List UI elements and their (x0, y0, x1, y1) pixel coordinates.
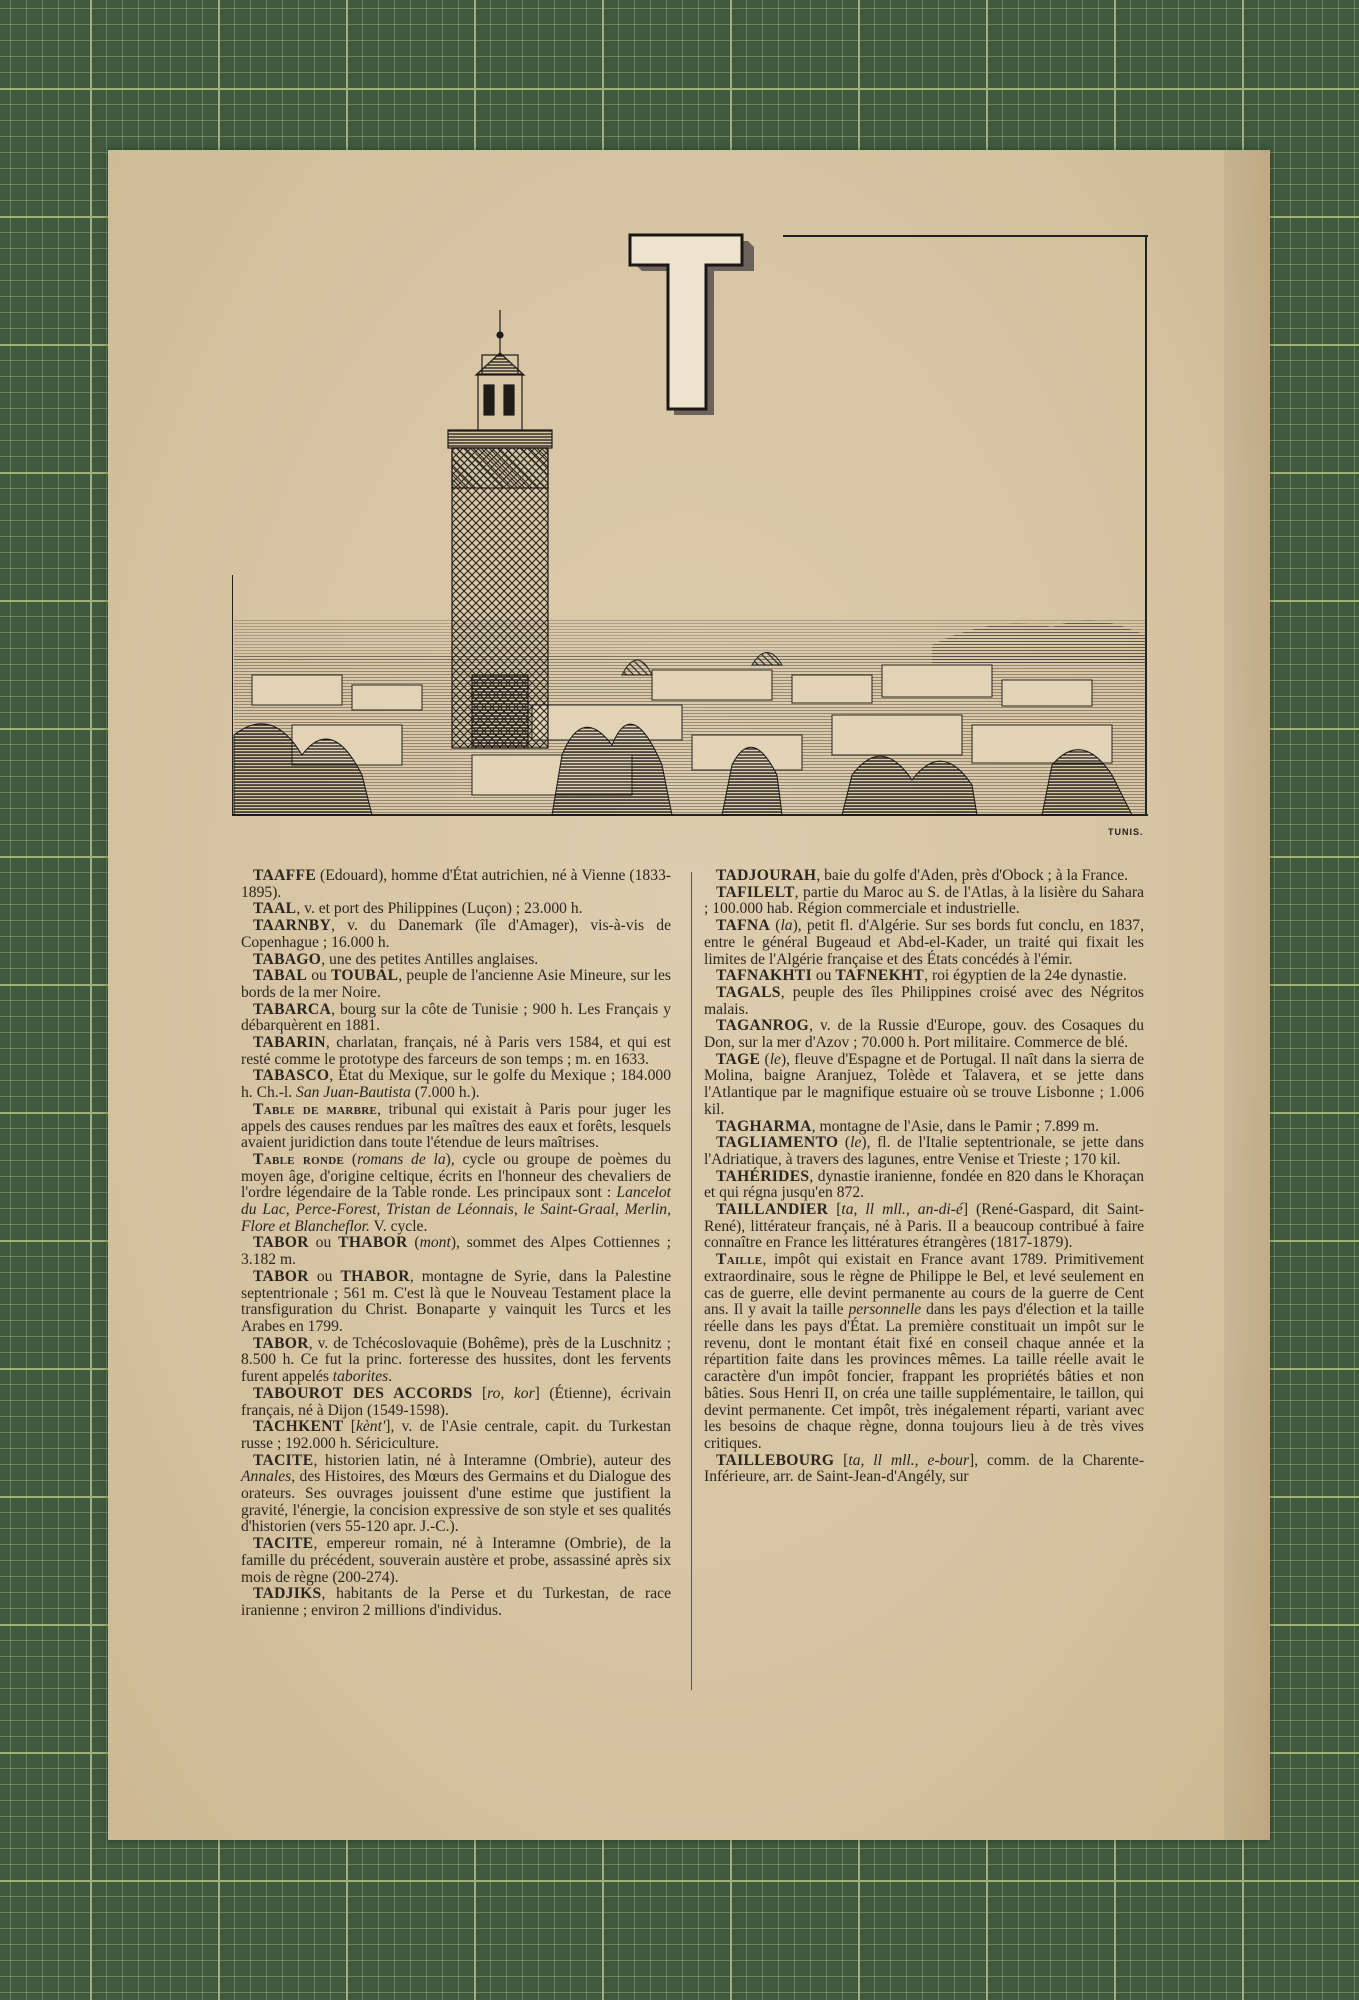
entry-text: ( (838, 1134, 851, 1152)
entry-text: ou (308, 1267, 341, 1285)
left-column (241, 868, 671, 1620)
entry-text: , baie du golfe d'Aden, près d'Obock ; à la France. (816, 867, 1129, 884)
dictionary-entry (704, 1135, 1144, 1168)
dictionary-entry (704, 1119, 1144, 1136)
dictionary-entry (241, 901, 671, 918)
entry-headword: TAGANROG (716, 1017, 810, 1035)
dictionary-entry (704, 1453, 1144, 1486)
entry-headword: TAHÉRIDES (716, 1167, 810, 1185)
entry-text: , v. de la Russie d'Europe, gouv. des Cosaques du Don, sur la mer d'Azov ; 70.000 h. Port militaire. Commerce de blé. (704, 1017, 1144, 1052)
entry-headword: TAFNA (716, 917, 771, 935)
entry-text: , État du Mexique, sur le golfe du Mexique ; 184.000 h. Ch.-l. (241, 1067, 671, 1102)
entry-text: , tribunal qui existait à Paris pour juger les appels des causes rendues par les maîtres des eaux et forêts, lesquels avaient juridiction dans toute l'étendue de leurs maîtrises. (241, 1100, 671, 1152)
dictionary-entry (704, 1018, 1144, 1051)
entry-headword: TABOR (253, 1267, 309, 1285)
entry-italic: la (780, 917, 793, 935)
entry-text: dans les pays d'élection et la taille réelle dans les pays d'État. La première constituait un impôt sur le revenu, dont le montant était fixé en conseil chaque année et la répartition faite dans les provinces mêmes. La taille réelle avait le caractère d'un impôt foncier, frappant les propriétés bâties et non bâties. Sous Henri II, on créa une taille supplémentaire, le taillon, qui devint permanente. Cet impôt, très inégalement réparti, variant avec les besoins de chaque règne, donna toujours lieu à de très vives critiques. (704, 1301, 1144, 1452)
entry-italic: le (769, 1050, 781, 1068)
dictionary-entry (241, 918, 671, 951)
entry-text: , charlatan, français, né à Paris vers 1584, et qui est resté comme le prototype des farceurs de son temps ; m. en 1633. (241, 1034, 671, 1068)
dictionary-entry (704, 1169, 1144, 1202)
entry-italic: kènt' (355, 1418, 386, 1436)
entry-text: ( (407, 1234, 420, 1252)
entry-text: ], comm. de la Charente-Inférieure, arr. de Saint-Jean-d'Angély, sur (704, 1451, 1145, 1486)
entry-headword: TAAL (253, 900, 297, 918)
dictionary-entry (241, 1235, 671, 1268)
dictionary-entry (704, 885, 1144, 918)
entry-text: ), cycle ou groupe de poèmes du moyen âge, d'origine celtique, écrits en l'honneur des chevaliers de l'ordre légendaire de la Table ronde. Les principaux sont : (241, 1150, 672, 1202)
dictionary-entry (241, 952, 671, 969)
entry-headword: TAGALS (716, 983, 781, 1001)
right-column (704, 868, 1144, 1486)
dictionary-entry (241, 1152, 671, 1236)
dictionary-entry (241, 1386, 671, 1419)
entry-headword: TAFNAKHTI (716, 967, 812, 985)
entry-text: ), fl. de l'Italie septentrionale, se jette dans l'Adriatique, à travers des lagunes, entre Venise et Trieste ; 170 kil. (704, 1134, 1144, 1168)
illustration-caption: TUNIS. (1108, 827, 1144, 837)
dictionary-entry (241, 1269, 671, 1336)
entry-text: ), fleuve d'Espagne et de Portugal. Il naît dans la sierra de Molina, baigne Aranjuez, Tolède et Talavera, et se jette dans l'Atlantique par le magnifique estuaire où se trouve Lisbonne ; 1.006 kil. (704, 1050, 1144, 1118)
entry-headword: Table de marbre (253, 1100, 378, 1118)
entry-text: . (388, 1368, 393, 1386)
dictionary-entry (241, 1536, 671, 1586)
page-edge-shadow (1224, 150, 1270, 1840)
entry-headword: TABAL (253, 967, 308, 985)
entry-headword: TAFNEKHT (835, 967, 925, 985)
dictionary-entry (241, 1453, 671, 1537)
dictionary-entry (241, 1002, 671, 1035)
entry-italic: Annales (241, 1468, 292, 1486)
entry-italic: mont (419, 1234, 451, 1252)
entry-text: , montagne de Syrie, dans la Palestine septentrionale ; 561 m. C'est là que le Nouveau Testament place la transfiguration du Christ. Bonaparte y vainquit les Turcs et les Arabes en 1799. (241, 1267, 672, 1335)
entry-text: ] (René-Gaspard, dit Saint-René), littérateur français, né à Paris. Il a beaucoup contribué à faire connaître en France les littératures étrangères (1817-1879). (704, 1201, 1144, 1252)
dictionary-entry (704, 1052, 1144, 1119)
entry-italic: ta, ll mll., an-di-é (841, 1201, 963, 1219)
dictionary-entry (704, 985, 1144, 1018)
entry-text: V. cycle. (369, 1217, 428, 1235)
entry-text: ), sommet des Alpes Cottiennes ; 3.182 m. (241, 1234, 672, 1269)
entry-text: , impôt qui existait en France avant 1789. Primitivement extraordinaire, sous le règne de Philippe le Bel, et levé seulement en cas de guerre, elle devint permanente au cours de la guerre de Cent ans. Il y avait la taille (704, 1251, 1144, 1319)
column-divider (691, 872, 692, 1690)
entry-text: , v. et port des Philippines (Luçon) ; 23.000 h. (296, 900, 583, 918)
entry-text: , v. de Tchécoslovaquie (Bohême), près de la Luschnitz ; 8.500 h. Ce fut la princ. forteresse des hussites, dont les fervents furent appelés (241, 1334, 671, 1386)
dictionary-entry (241, 1586, 671, 1619)
entry-headword: TABASCO (253, 1067, 330, 1085)
entry-headword: Table ronde (253, 1150, 345, 1168)
entry-headword: TABARCA (253, 1000, 332, 1018)
entry-text: ( (770, 917, 781, 935)
entry-headword: TAGLIAMENTO (716, 1134, 839, 1152)
entry-text: , v. du Danemark (île d'Amager), vis-à-vis de Copenhague ; 16.000 h. (241, 917, 671, 951)
entry-headword: Taille (716, 1251, 763, 1269)
entry-italic: ro, kor (487, 1384, 535, 1402)
entry-headword: THABOR (338, 1234, 408, 1252)
entry-headword: TADJIKS (253, 1585, 322, 1603)
entry-text: , montagne de l'Asie, dans le Pamir ; 7.899 m. (811, 1117, 1100, 1135)
entry-italic: Lancelot du Lac, Perce-Forest, Tristan de Léonnais, le Saint-Graal, Merlin, Flore et Blancheflor. (241, 1184, 671, 1235)
dictionary-entry (241, 1419, 671, 1452)
dictionary-entry (704, 1202, 1144, 1252)
entry-text: , roi égyptien de la 24e dynastie. (924, 967, 1127, 985)
entry-text: [ (343, 1418, 356, 1436)
entry-text: ( (344, 1150, 358, 1168)
dictionary-page (108, 150, 1270, 1840)
entry-text: (7.000 h.). (410, 1084, 480, 1102)
entry-headword: TADJOURAH (716, 867, 817, 884)
entry-text: [ (472, 1384, 488, 1402)
entry-text: [ (834, 1451, 849, 1469)
entry-text: ), petit fl. d'Algérie. Sur ses bords fut conclu, en 1837, entre le général Bugeaud et Abd-el-Kader, un traité qui fixait les limites de l'Algérie française et des États concédés à l'émir. (704, 917, 1144, 968)
entry-italic: San Juan-Bautista (296, 1084, 411, 1102)
entry-italic: ta, ll mll., e-bour (848, 1451, 970, 1469)
entry-headword: TABOR (253, 1334, 309, 1352)
entry-headword: TAILLEBOURG (716, 1451, 835, 1469)
entry-headword: TAAFFE (253, 867, 317, 884)
entry-text: ou (308, 1234, 339, 1252)
entry-text: , historien latin, né à Interamne (Ombrie), auteur des (313, 1451, 671, 1469)
entry-text: [ (828, 1201, 842, 1219)
drop-letter-text: T (686, 353, 687, 354)
entry-headword: TAGE (716, 1050, 761, 1068)
dictionary-entry (241, 1068, 671, 1101)
entry-italic: le (850, 1134, 862, 1152)
entry-headword: TAGHARMA (716, 1117, 812, 1135)
dictionary-entry (241, 968, 671, 1001)
entry-text: , partie du Maroc au S. de l'Atlas, à la lisière du Sahara ; 100.000 hab. Région commerciale et industrielle. (704, 883, 1144, 918)
entry-text: , bourg sur la côte de Tunisie ; 900 h. Les Français y débarquèrent en 1881. (241, 1000, 671, 1035)
dictionary-entry (704, 968, 1144, 985)
entry-headword: THABOR (340, 1267, 410, 1285)
entry-text: , habitants de la Perse et du Turkestan, de race iranienne ; environ 2 millions d'individus. (241, 1585, 671, 1619)
drop-letter-T (626, 233, 756, 418)
entry-text: , peuple de l'ancienne Asie Mineure, sur les bords de la mer Noire. (241, 967, 671, 1001)
entry-text: ], v. de l'Asie centrale, capit. du Turkestan russe ; 192.000 h. Sériciculture. (241, 1418, 671, 1452)
dictionary-entry (704, 918, 1144, 968)
entry-headword: TACHKENT (253, 1418, 344, 1436)
entry-italic: taborites (332, 1368, 389, 1386)
entry-headword: TABARIN (253, 1034, 326, 1052)
illustration-top-border (783, 235, 1148, 237)
entry-text: , une des petites Antilles anglaises. (321, 950, 539, 968)
entry-italic: personnelle (848, 1301, 922, 1319)
entry-headword: TOUBAL (330, 967, 399, 985)
dictionary-entry (241, 1102, 671, 1152)
dictionary-entry (704, 1252, 1144, 1452)
entry-text: ou (811, 967, 836, 985)
entry-text: , empereur romain, né à Interamne (Ombrie), de la famille du précédent, souverain austère et probe, assassiné après six mois de règne (200-274). (241, 1535, 671, 1586)
entry-headword: TAILLANDIER (716, 1201, 829, 1219)
dictionary-entry (241, 1035, 671, 1068)
entry-headword: TACITE (253, 1451, 314, 1469)
entry-text: ] (Étienne), écrivain français, né à Dijon (1549-1598). (241, 1384, 672, 1419)
entry-headword: TABOUROT DES ACCORDS (253, 1384, 473, 1402)
entry-headword: TACITE (253, 1535, 314, 1553)
entry-headword: TABOR (253, 1234, 309, 1252)
entry-text: , dynastie iranienne, fondée en 820 dans le Khoraçan et qui régna jusqu'en 872. (704, 1167, 1144, 1202)
dictionary-entry (241, 1336, 671, 1386)
dictionary-entry (241, 868, 671, 901)
entry-headword: TABAGO (253, 950, 322, 968)
entry-text: ou (307, 967, 331, 985)
entry-headword: TAFILELT (716, 883, 795, 901)
entry-headword: TAARNBY (253, 917, 332, 935)
entry-text: , des Histoires, des Mœurs des Germains et du Dialogue des orateurs. Ses ouvrages jouissent d'une estime que justifient la gravité, l'énergie, la concision expressive de son style et ses qualités d'historien (vers 55-120 apr. J.-C.). (241, 1468, 671, 1536)
entry-italic: romans de la (357, 1150, 446, 1168)
dictionary-entry (704, 868, 1144, 885)
entry-text: , peuple des îles Philippines croisé avec des Négritos malais. (704, 983, 1144, 1018)
entry-text: (Edouard), homme d'État autrichien, né à Vienne (1833-1895). (241, 867, 671, 901)
entry-text: ( (760, 1050, 770, 1068)
